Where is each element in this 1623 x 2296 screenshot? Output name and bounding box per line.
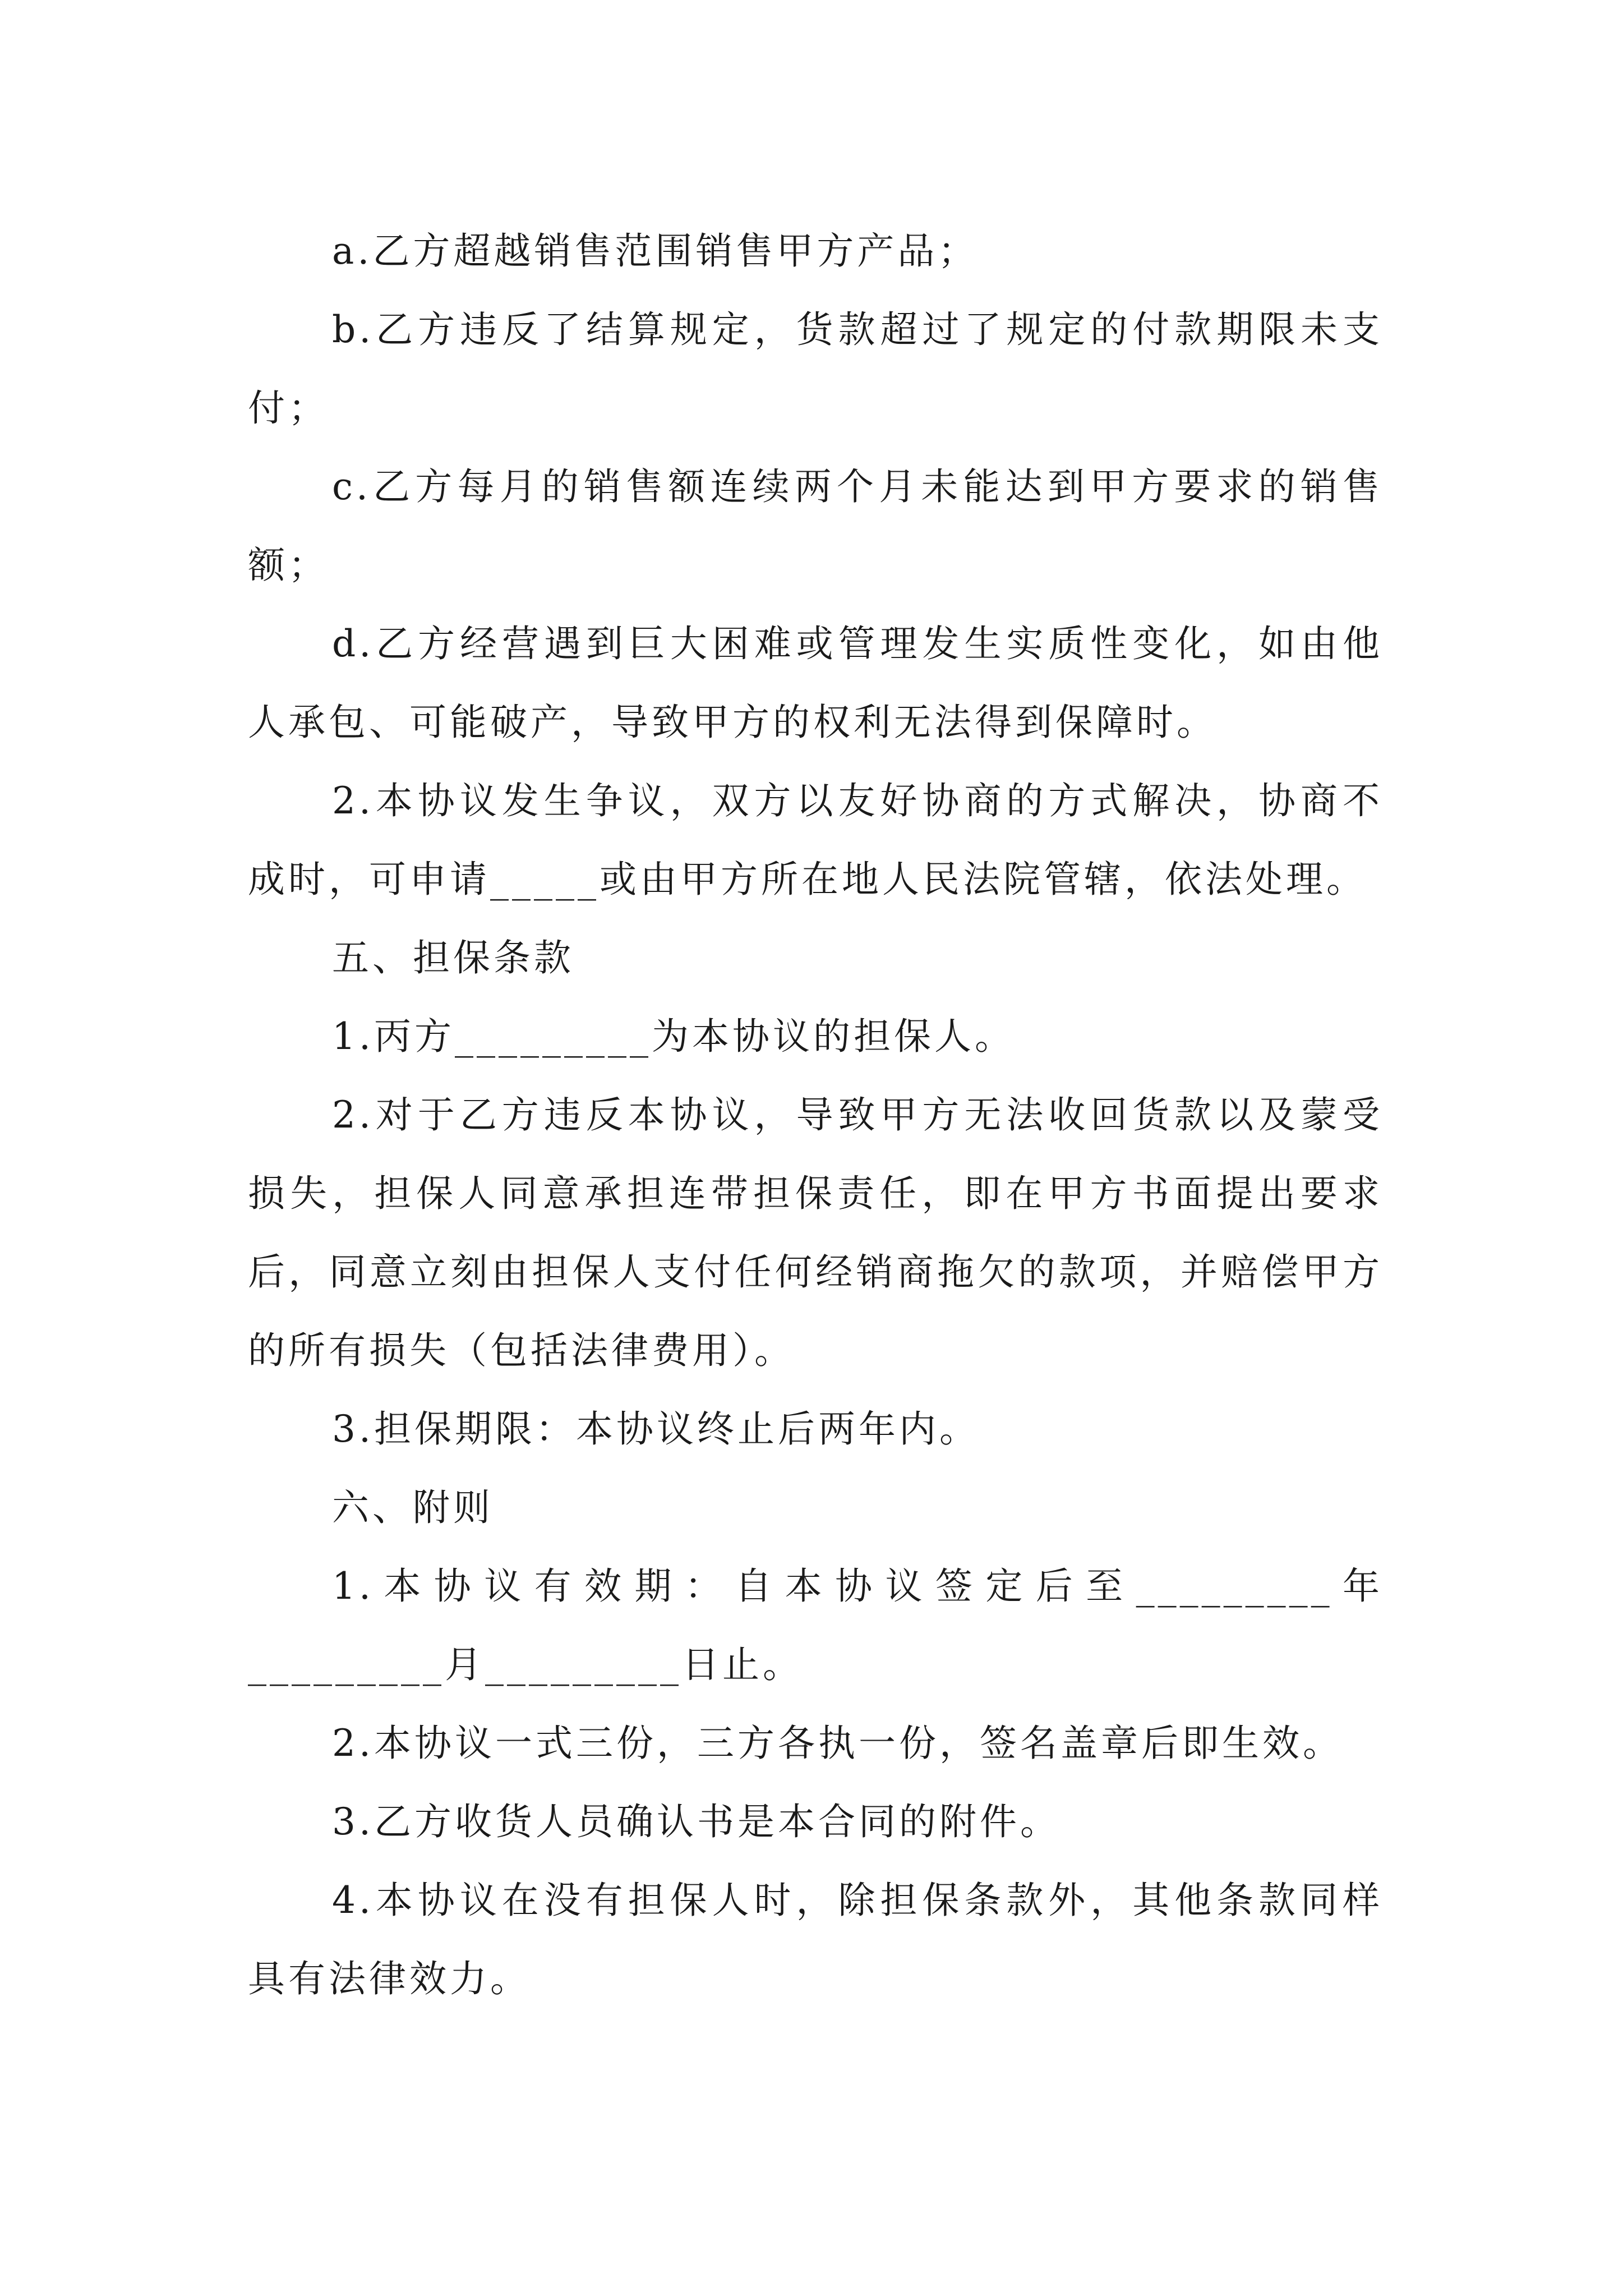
validity-year-blank: _________ xyxy=(1136,1565,1333,1608)
guarantor-text-before: 1.丙方 xyxy=(332,1015,455,1058)
validity-year-label: 年 xyxy=(1332,1565,1383,1608)
guarantee-liability-clause: 2.对于乙方违反本协议，导致甲方无法收回货款以及蒙受损失，担保人同意承担连带担保责任，即在甲方书面提出要求后，同意立刻由担保人支付任何经销商拖欠的款项，并赔偿甲方的所有损失（包括法律费用）。 xyxy=(248,1093,1383,1372)
dispute-clause xyxy=(248,762,1383,919)
guarantor-text-after: 为本协议的担保人。 xyxy=(651,1015,1015,1058)
copies-clause: 2.本协议一式三份，三方各执一份，签名盖章后即生效。 xyxy=(332,1722,1343,1765)
section-5-title: 五、担保条款 xyxy=(332,936,574,979)
validity-clause xyxy=(248,1547,1383,1704)
validity-day-blank: _________ xyxy=(485,1643,682,1686)
validity-month-label: 月 xyxy=(445,1643,485,1686)
dispute-text-before: 2.本协议发生争议，双方以友好协商的方式解决，协商不成时，可申请 xyxy=(248,779,1383,901)
dispute-blank: _____ xyxy=(490,858,600,901)
clause-b: b.乙方违反了结算规定，货款超过了规定的付款期限未支付； xyxy=(248,308,1383,430)
validity-month-blank: _________ xyxy=(248,1643,445,1686)
no-guarantor-clause: 4.本协议在没有担保人时，除担保条款外，其他条款同样具有法律效力。 xyxy=(248,1879,1383,2000)
guarantor-clause xyxy=(248,997,1383,1076)
dispute-text-after: 或由甲方所在地人民法院管辖，依法处理。 xyxy=(600,858,1367,901)
section-6-title: 六、附则 xyxy=(332,1486,494,1529)
guarantee-period-clause: 3.担保期限：本协议终止后两年内。 xyxy=(332,1407,980,1451)
validity-text-before: 1.本协议有效期：自本协议签定后至 xyxy=(332,1565,1136,1608)
validity-text-after: 日止。 xyxy=(682,1643,803,1686)
document-body xyxy=(248,212,1383,2018)
attachment-clause: 3.乙方收货人员确认书是本合同的附件。 xyxy=(332,1800,1061,1843)
clause-d: d.乙方经营遇到巨大困难或管理发生实质性变化，如由他人承包、可能破产，导致甲方的权利无法得到保障时。 xyxy=(248,622,1383,744)
clause-c: c.乙方每月的销售额连续两个月未能达到甲方要求的销售额； xyxy=(248,465,1383,587)
guarantor-blank: _________ xyxy=(454,1015,652,1058)
clause-a: a.乙方超越销售范围销售甲方产品； xyxy=(332,229,979,273)
